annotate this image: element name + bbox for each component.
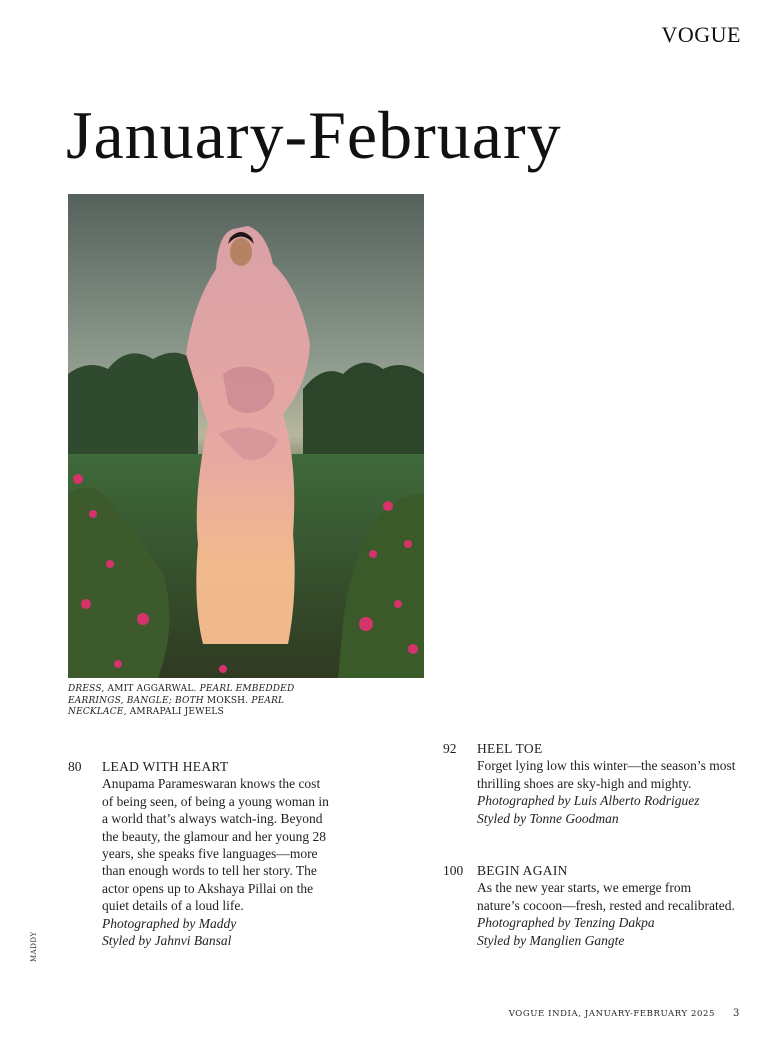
stylist-credit: Styled by Tonne Goodman bbox=[477, 810, 619, 826]
entry-dek: As the new year starts, we emerge from nature’s cocoon—fresh, rested and recalibrated. bbox=[477, 880, 735, 913]
entry-dek: Forget lying low this winter—the season’s most thrilling shoes are sky-high and mighty. bbox=[477, 758, 736, 791]
photo-caption: DRESS, AMIT AGGARWAL. PEARL EMBEDDED EARRINGS, BANGLE; BOTH MOKSH. PEARL NECKLACE, AMRAPALI JEWELS bbox=[68, 684, 295, 718]
entry-headline: LEAD WITH HEART bbox=[102, 759, 229, 774]
page-number: 100 bbox=[443, 863, 464, 878]
photographer-credit: Photographed by Tenzing Dakpa bbox=[477, 915, 655, 931]
entry-headline: BEGIN AGAIN bbox=[477, 863, 568, 878]
page-number: 80 bbox=[68, 759, 82, 774]
cover-photo bbox=[68, 194, 424, 678]
vertical-photo-credit: MADDY bbox=[30, 931, 38, 962]
folio-page-number: 3 bbox=[733, 1008, 740, 1019]
photographer-credit: Photographed by Luis Alberto Rodriguez bbox=[477, 793, 700, 809]
page-number: 92 bbox=[443, 741, 457, 756]
issue-line: VOGUE INDIA, JANUARY-FEBRUARY 2025 bbox=[508, 1009, 716, 1019]
entry-dek: Anupama Parameswaran knows the cost of being seen, of being a young woman in a world that’s always watch-ing. Beyond the beauty, the glamour and her young 28 years, she speaks five languages—more than enough words to tell her story. The actor opens up to Akshaya Pillai on the quiet details of a loud life. bbox=[102, 776, 329, 914]
page-footer bbox=[509, 1008, 740, 1019]
masthead-logo: VOGUE bbox=[661, 22, 741, 47]
page-title: January-February bbox=[66, 97, 562, 173]
entry-headline: HEEL TOE bbox=[477, 741, 543, 756]
stylist-credit: Styled by Manglien Gangte bbox=[477, 932, 625, 948]
photographer-credit: Photographed by Maddy bbox=[102, 915, 237, 931]
stylist-credit: Styled by Jahnvi Bansal bbox=[102, 933, 232, 949]
